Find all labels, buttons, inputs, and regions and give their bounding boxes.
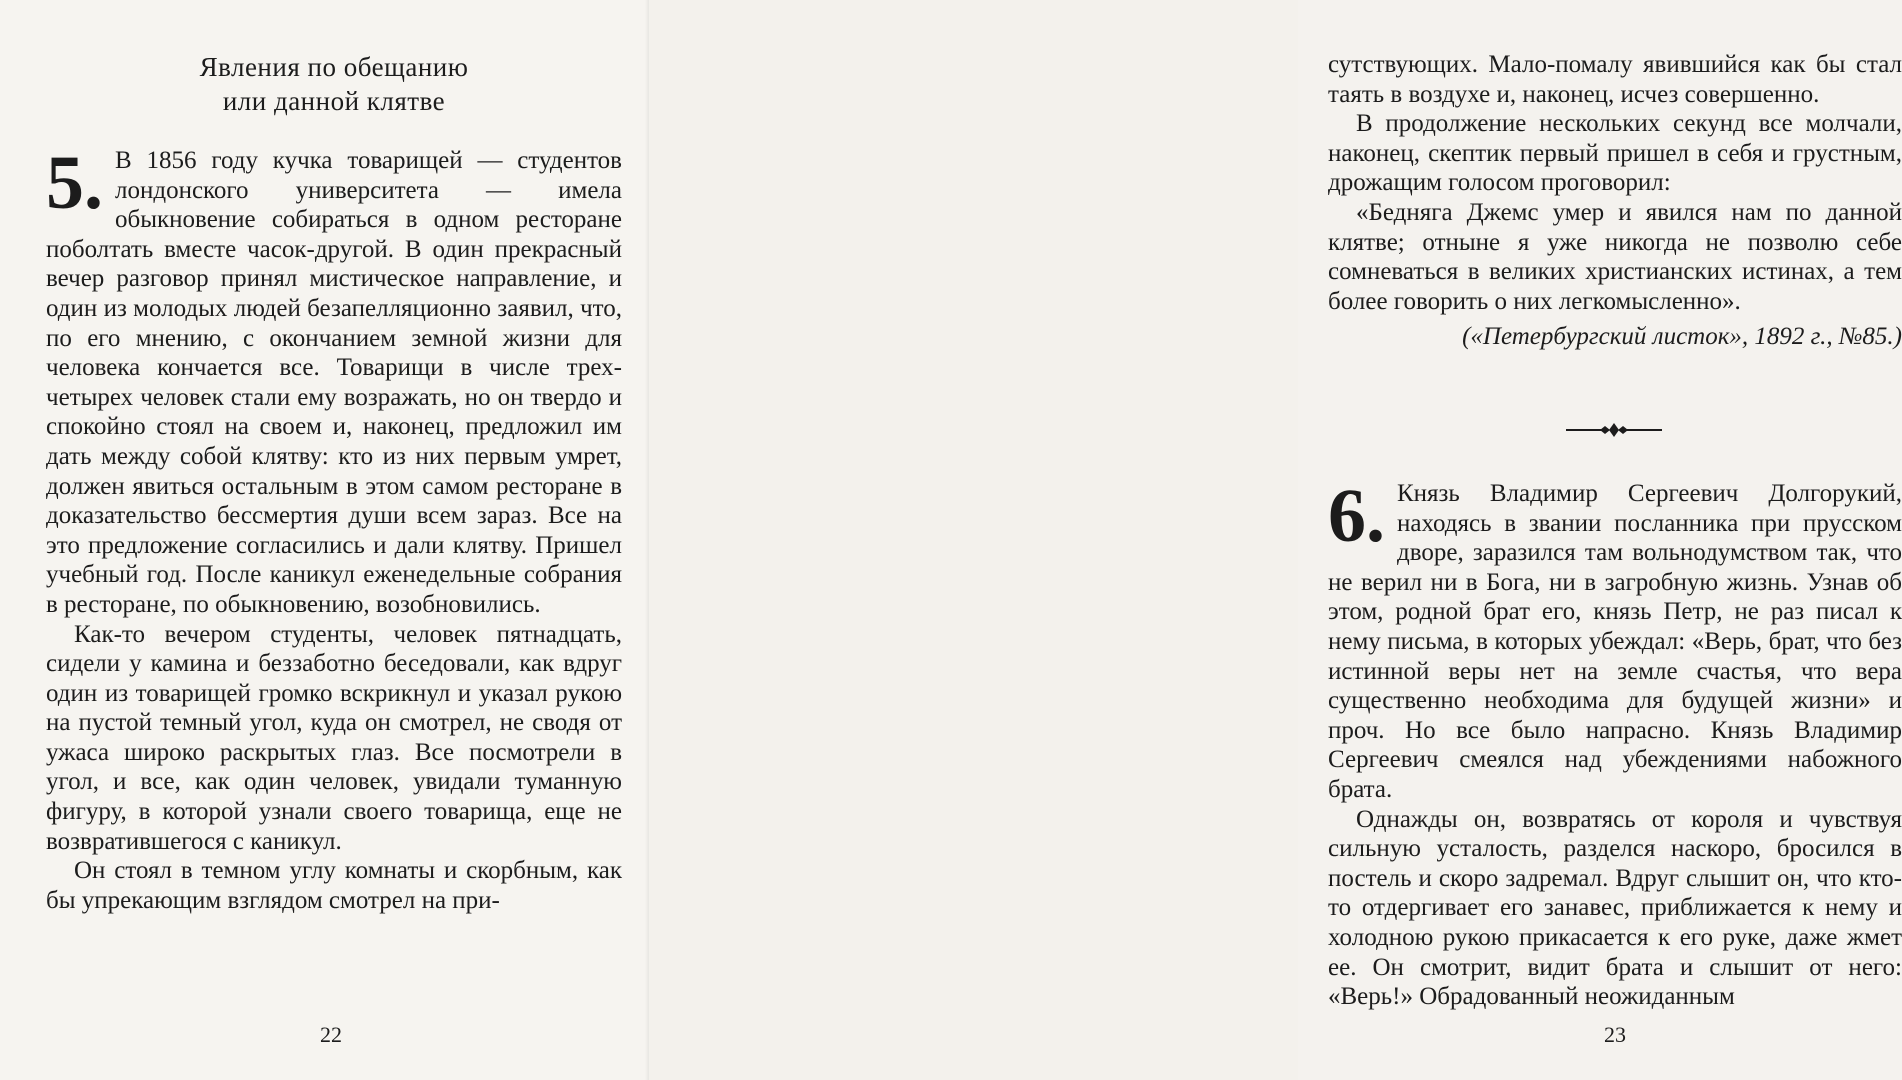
left-page-text	[46, 141, 622, 915]
story-5-cont-para1: сутствующих. Мало-помалу явившийся как бы стал таять в воздухе и, наконец, исчез совершенно.	[1328, 51, 1902, 108]
right-page	[649, 0, 1902, 1080]
story-5-cont-para2: В продолжение нескольких секунд все молчали, наконец, скептик первый пришел в себя и грустным, дрожащим голосом проговорил:	[1328, 110, 1902, 197]
page-number-left: 22	[320, 1022, 342, 1047]
right-page-bottom-text	[1328, 474, 1902, 1012]
story-number-dropcap: 6.	[1328, 474, 1385, 558]
story-5-para3: Он стоял в темном углу комнаты и скорбным, как бы упрекающим взглядом смотрел на при-	[46, 857, 622, 914]
story-5-cont-para3: «Бедняга Джемс умер и явился нам по данной клятве; отныне я уже никогда не позволю себе сомневаться в великих христианских истинах, а тем более говорить о них легкомысленно».	[1328, 198, 1902, 315]
left-page	[0, 0, 649, 1080]
source-citation: («Петербургский листок», 1892 г., №85.)	[1462, 323, 1902, 351]
story-number-dropcap: 5.	[46, 141, 103, 225]
story-5-paragraph	[46, 141, 622, 620]
story-6-para2: Однажды он, возвратясь от короля и чувствуя сильную усталость, разделся наскоро, бросился в постель и скоро задремал. Вдруг слышит он, что кто-то отдергивает его занавес, приближается к нему и холодною рукою прикасается к его руке, даже жмет ее. Он смотрит, видит брата и слышит от него: «Верь!» Обрадованный неожиданным	[1328, 805, 1902, 1011]
right-page-top-text	[1328, 50, 1902, 352]
chapter-title-line1: Явления по обещанию	[199, 52, 469, 82]
story-6-paragraph	[1328, 474, 1902, 805]
chapter-title-line2: или данной клятве	[222, 86, 446, 116]
story-6-para1-text: Князь Владимир Сергеевич Долгорукий, находясь в звании посланника при прусском дворе, заразился там вольнодумством так, что не верил ни в Бога, ни в загробную жизнь. Узнав об этом, родной брат его, князь Петр, не раз писал к нему письма, в которых убеждал: «Верь, брат, что без истинной веры нет на земле счастья, что вера существенно необходима для будущей жизни» и проч. Но все было напрасно. Князь Владимир Сергеевич смеялся над убеждениями набожного брата.	[1328, 480, 1902, 803]
page-number-right: 23	[1604, 1022, 1626, 1047]
story-5-para1-text: В 1856 году кучка товарищей — студентов лондонского университета — имела обыкновение собираться в одном ресторане поболтать вместе часок-другой. В один прекрасный вечер разговор принял мистическое направление, и один из молодых людей безапелляционно заявил, что, по его мнению, с окончанием земной жизни для человека кончается все. Товарищи в числе трех-четырех человек стали ему возражать, но он твердо и спокойно стоял на своем и, наконец, предложил им дать между собой клятву: кто из них первым умрет, должен явиться остальным в этом самом ресторане в доказательство бессмертия души всем зараз. Все на это предложение согласились и дали клятву. Пришел учебный год. После каникул еженедельные собрания в ресторане, по обыкновению, возобновились.	[46, 147, 622, 618]
story-5-para2: Как-то вечером студенты, человек пятнадцать, сидели у камина и беззаботно беседовали, как вдруг один из товарищей громко вскрикнул и указал рукою на пустой темный угол, куда он смотрел, не сводя от ужаса широко раскрытых глаз. Все посмотрели в угол, и все, как один человек, увидали туманную фигуру, в которой узнали своего товарища, еще не возвратившегося с каникул.	[46, 620, 622, 855]
chapter-title	[46, 50, 622, 118]
fleuron-ornament-icon	[1564, 419, 1664, 441]
